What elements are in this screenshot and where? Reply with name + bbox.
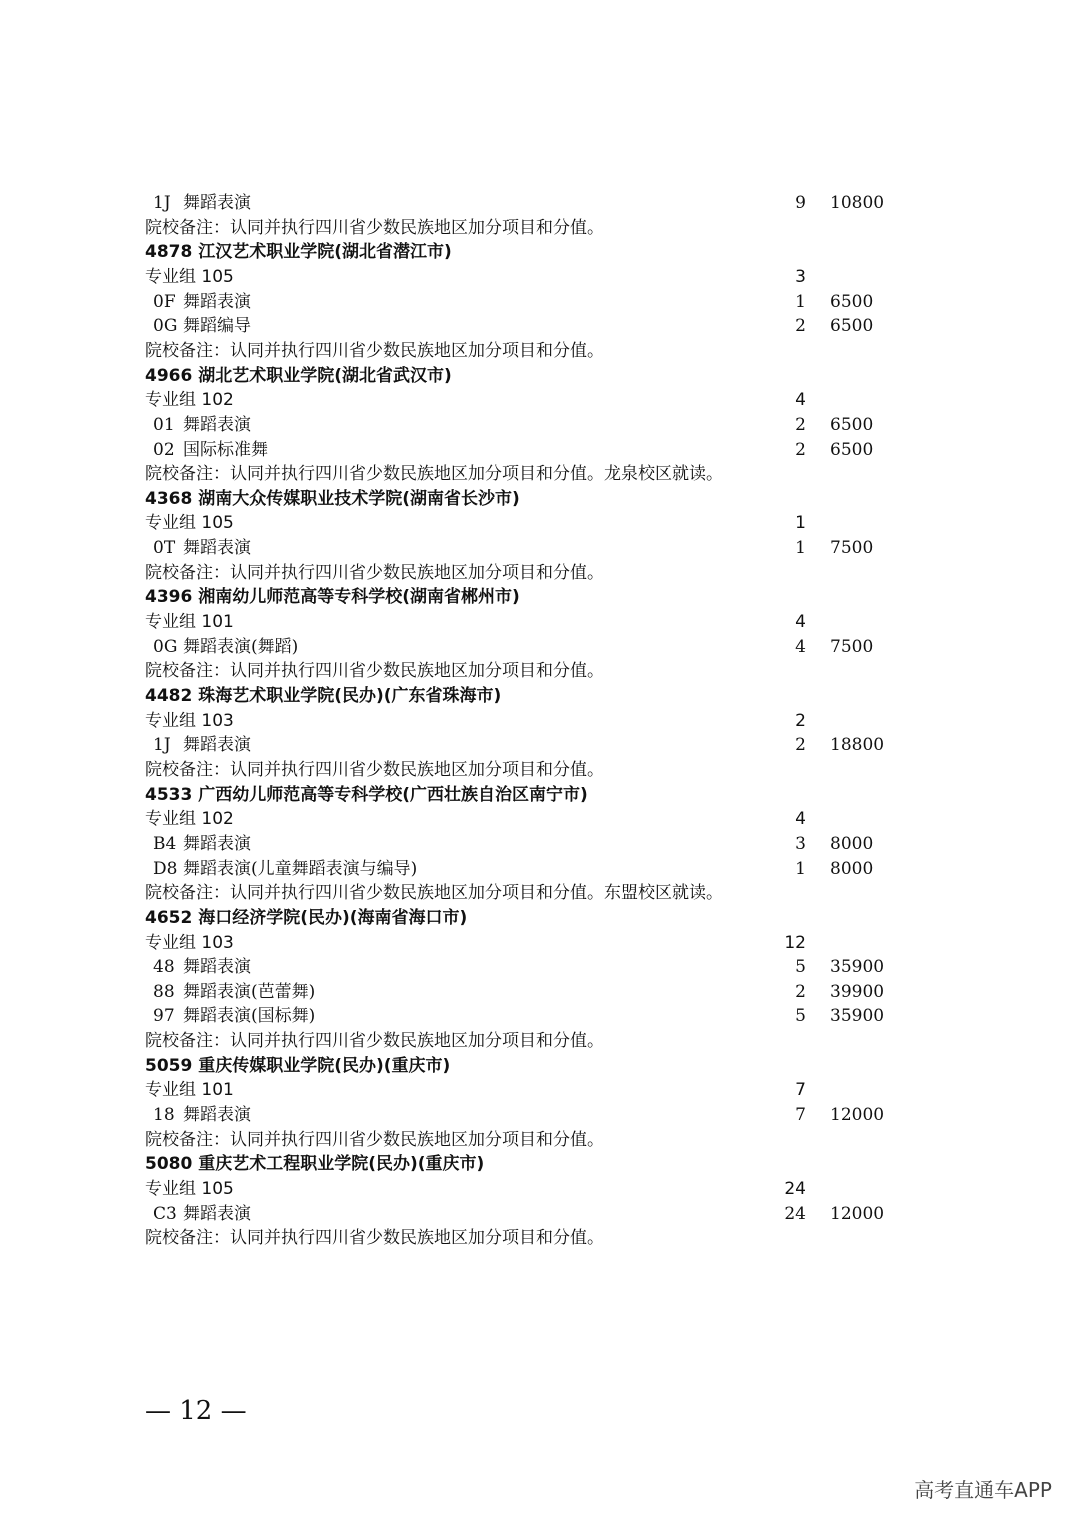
group-label: 专业组 101 bbox=[145, 612, 234, 632]
major-row bbox=[0, 1102, 1080, 1128]
major-code: 88 bbox=[153, 982, 175, 1002]
major-name: 舞蹈表演 bbox=[183, 957, 251, 977]
remark-text: 院校备注：认同并执行四川省少数民族地区加分项目和分值。 bbox=[145, 1228, 604, 1248]
major-code: C3 bbox=[153, 1204, 177, 1224]
group-count: 2 bbox=[795, 711, 806, 731]
major-name: 舞蹈表演 bbox=[183, 1105, 251, 1125]
major-row bbox=[0, 190, 1080, 216]
school-remark bbox=[0, 658, 1080, 684]
major-group-row bbox=[0, 510, 1080, 536]
school-name: 5059 重庆传媒职业学院(民办)(重庆市) bbox=[145, 1056, 451, 1076]
major-code: 02 bbox=[153, 440, 175, 460]
major-count: 1 bbox=[795, 859, 806, 879]
school-heading bbox=[0, 486, 1080, 512]
major-group-row bbox=[0, 1176, 1080, 1202]
group-count: 4 bbox=[795, 612, 806, 632]
major-row bbox=[0, 535, 1080, 561]
major-group-row bbox=[0, 609, 1080, 635]
major-row bbox=[0, 856, 1080, 882]
major-group-row bbox=[0, 1077, 1080, 1103]
major-fee: 8000 bbox=[830, 834, 874, 854]
major-code: 18 bbox=[153, 1105, 175, 1125]
group-count: 7 bbox=[795, 1080, 806, 1100]
school-remark bbox=[0, 215, 1080, 241]
group-count: 4 bbox=[795, 390, 806, 410]
major-row bbox=[0, 289, 1080, 315]
school-heading bbox=[0, 683, 1080, 709]
major-row bbox=[0, 1003, 1080, 1029]
major-row bbox=[0, 732, 1080, 758]
major-name: 舞蹈表演 bbox=[183, 735, 251, 755]
school-remark bbox=[0, 1127, 1080, 1153]
school-name: 4396 湘南幼儿师范高等专科学校(湖南省郴州市) bbox=[145, 587, 520, 607]
school-remark bbox=[0, 880, 1080, 906]
remark-text: 院校备注：认同并执行四川省少数民族地区加分项目和分值。龙泉校区就读。 bbox=[145, 464, 723, 484]
school-heading bbox=[0, 905, 1080, 931]
major-code: 0G bbox=[153, 316, 178, 336]
major-fee: 6500 bbox=[830, 292, 874, 312]
major-name: 舞蹈表演 bbox=[183, 292, 251, 312]
remark-text: 院校备注：认同并执行四川省少数民族地区加分项目和分值。 bbox=[145, 760, 604, 780]
major-count: 2 bbox=[795, 735, 806, 755]
school-name: 4966 湖北艺术职业学院(湖北省武汉市) bbox=[145, 366, 452, 386]
major-fee: 6500 bbox=[830, 415, 874, 435]
school-remark bbox=[0, 1225, 1080, 1251]
major-fee: 7500 bbox=[830, 538, 874, 558]
major-code: 01 bbox=[153, 415, 175, 435]
school-remark bbox=[0, 1028, 1080, 1054]
major-row bbox=[0, 437, 1080, 463]
major-fee: 8000 bbox=[830, 859, 874, 879]
major-count: 1 bbox=[795, 292, 806, 312]
major-fee: 6500 bbox=[830, 440, 874, 460]
major-code: 1J bbox=[153, 193, 171, 213]
school-name: 5080 重庆艺术工程职业学院(民办)(重庆市) bbox=[145, 1154, 485, 1174]
major-name: 舞蹈表演(儿童舞蹈表演与编导) bbox=[183, 859, 418, 879]
school-heading bbox=[0, 363, 1080, 389]
major-fee: 7500 bbox=[830, 637, 874, 657]
major-count: 1 bbox=[795, 538, 806, 558]
major-group-row bbox=[0, 708, 1080, 734]
remark-text: 院校备注：认同并执行四川省少数民族地区加分项目和分值。 bbox=[145, 661, 604, 681]
major-name: 舞蹈表演 bbox=[183, 538, 251, 558]
major-code: D8 bbox=[153, 859, 178, 879]
group-label: 专业组 105 bbox=[145, 1179, 234, 1199]
page-number: — 12 — bbox=[145, 1396, 247, 1426]
major-count: 9 bbox=[795, 193, 806, 213]
major-group-row bbox=[0, 930, 1080, 956]
major-code: 1J bbox=[153, 735, 171, 755]
major-fee: 6500 bbox=[830, 316, 874, 336]
major-name: 舞蹈编导 bbox=[183, 316, 251, 336]
group-label: 专业组 105 bbox=[145, 513, 234, 533]
major-fee: 39900 bbox=[830, 982, 885, 1002]
group-count: 4 bbox=[795, 809, 806, 829]
major-code: B4 bbox=[153, 834, 177, 854]
major-row bbox=[0, 831, 1080, 857]
major-code: 0T bbox=[153, 538, 176, 558]
major-row bbox=[0, 1201, 1080, 1227]
major-code: 48 bbox=[153, 957, 175, 977]
major-name: 舞蹈表演(国标舞) bbox=[183, 1006, 316, 1026]
school-remark bbox=[0, 757, 1080, 783]
major-row bbox=[0, 954, 1080, 980]
school-name: 4368 湖南大众传媒职业技术学院(湖南省长沙市) bbox=[145, 489, 520, 509]
group-label: 专业组 105 bbox=[145, 267, 234, 287]
major-count: 24 bbox=[784, 1204, 806, 1224]
major-fee: 12000 bbox=[830, 1204, 885, 1224]
group-count: 24 bbox=[784, 1179, 806, 1199]
school-remark bbox=[0, 461, 1080, 487]
major-group-row bbox=[0, 387, 1080, 413]
major-row bbox=[0, 313, 1080, 339]
major-count: 2 bbox=[795, 440, 806, 460]
group-label: 专业组 102 bbox=[145, 390, 234, 410]
major-count: 2 bbox=[795, 982, 806, 1002]
remark-text: 院校备注：认同并执行四川省少数民族地区加分项目和分值。 bbox=[145, 1130, 604, 1150]
remark-text: 院校备注：认同并执行四川省少数民族地区加分项目和分值。东盟校区就读。 bbox=[145, 883, 723, 903]
group-label: 专业组 103 bbox=[145, 711, 234, 731]
major-count: 2 bbox=[795, 415, 806, 435]
major-count: 4 bbox=[795, 637, 806, 657]
school-remark bbox=[0, 338, 1080, 364]
major-code: 0G bbox=[153, 637, 178, 657]
group-label: 专业组 103 bbox=[145, 933, 234, 953]
major-code: 97 bbox=[153, 1006, 175, 1026]
school-remark bbox=[0, 560, 1080, 586]
school-name: 4482 珠海艺术职业学院(民办)(广东省珠海市) bbox=[145, 686, 502, 706]
group-count: 3 bbox=[795, 267, 806, 287]
major-count: 3 bbox=[795, 834, 806, 854]
major-row bbox=[0, 634, 1080, 660]
major-name: 舞蹈表演(舞蹈) bbox=[183, 637, 299, 657]
watermark: 高考直通车APP bbox=[914, 1478, 1052, 1502]
major-group-row bbox=[0, 264, 1080, 290]
major-name: 舞蹈表演 bbox=[183, 415, 251, 435]
major-count: 7 bbox=[795, 1105, 806, 1125]
major-row bbox=[0, 979, 1080, 1005]
major-fee: 18800 bbox=[830, 735, 885, 755]
school-heading bbox=[0, 1053, 1080, 1079]
major-count: 2 bbox=[795, 316, 806, 336]
school-heading bbox=[0, 239, 1080, 265]
group-label: 专业组 101 bbox=[145, 1080, 234, 1100]
group-count: 12 bbox=[784, 933, 806, 953]
major-code: 0F bbox=[153, 292, 176, 312]
school-name: 4652 海口经济学院(民办)(海南省海口市) bbox=[145, 908, 468, 928]
remark-text: 院校备注：认同并执行四川省少数民族地区加分项目和分值。 bbox=[145, 218, 604, 238]
major-name: 国际标准舞 bbox=[183, 440, 268, 460]
remark-text: 院校备注：认同并执行四川省少数民族地区加分项目和分值。 bbox=[145, 563, 604, 583]
major-fee: 35900 bbox=[830, 1006, 885, 1026]
school-name: 4878 江汉艺术职业学院(湖北省潜江市) bbox=[145, 242, 452, 262]
remark-text: 院校备注：认同并执行四川省少数民族地区加分项目和分值。 bbox=[145, 1031, 604, 1051]
remark-text: 院校备注：认同并执行四川省少数民族地区加分项目和分值。 bbox=[145, 341, 604, 361]
group-count: 1 bbox=[795, 513, 806, 533]
major-fee: 10800 bbox=[830, 193, 885, 213]
major-name: 舞蹈表演 bbox=[183, 834, 251, 854]
major-name: 舞蹈表演 bbox=[183, 193, 251, 213]
major-count: 5 bbox=[795, 957, 806, 977]
group-label: 专业组 102 bbox=[145, 809, 234, 829]
school-heading bbox=[0, 1151, 1080, 1177]
major-name: 舞蹈表演 bbox=[183, 1204, 251, 1224]
major-count: 5 bbox=[795, 1006, 806, 1026]
major-fee: 12000 bbox=[830, 1105, 885, 1125]
major-fee: 35900 bbox=[830, 957, 885, 977]
school-name: 4533 广西幼儿师范高等专科学校(广西壮族自治区南宁市) bbox=[145, 785, 588, 805]
school-heading bbox=[0, 584, 1080, 610]
major-name: 舞蹈表演(芭蕾舞) bbox=[183, 982, 316, 1002]
major-row bbox=[0, 412, 1080, 438]
school-heading bbox=[0, 782, 1080, 808]
major-group-row bbox=[0, 806, 1080, 832]
